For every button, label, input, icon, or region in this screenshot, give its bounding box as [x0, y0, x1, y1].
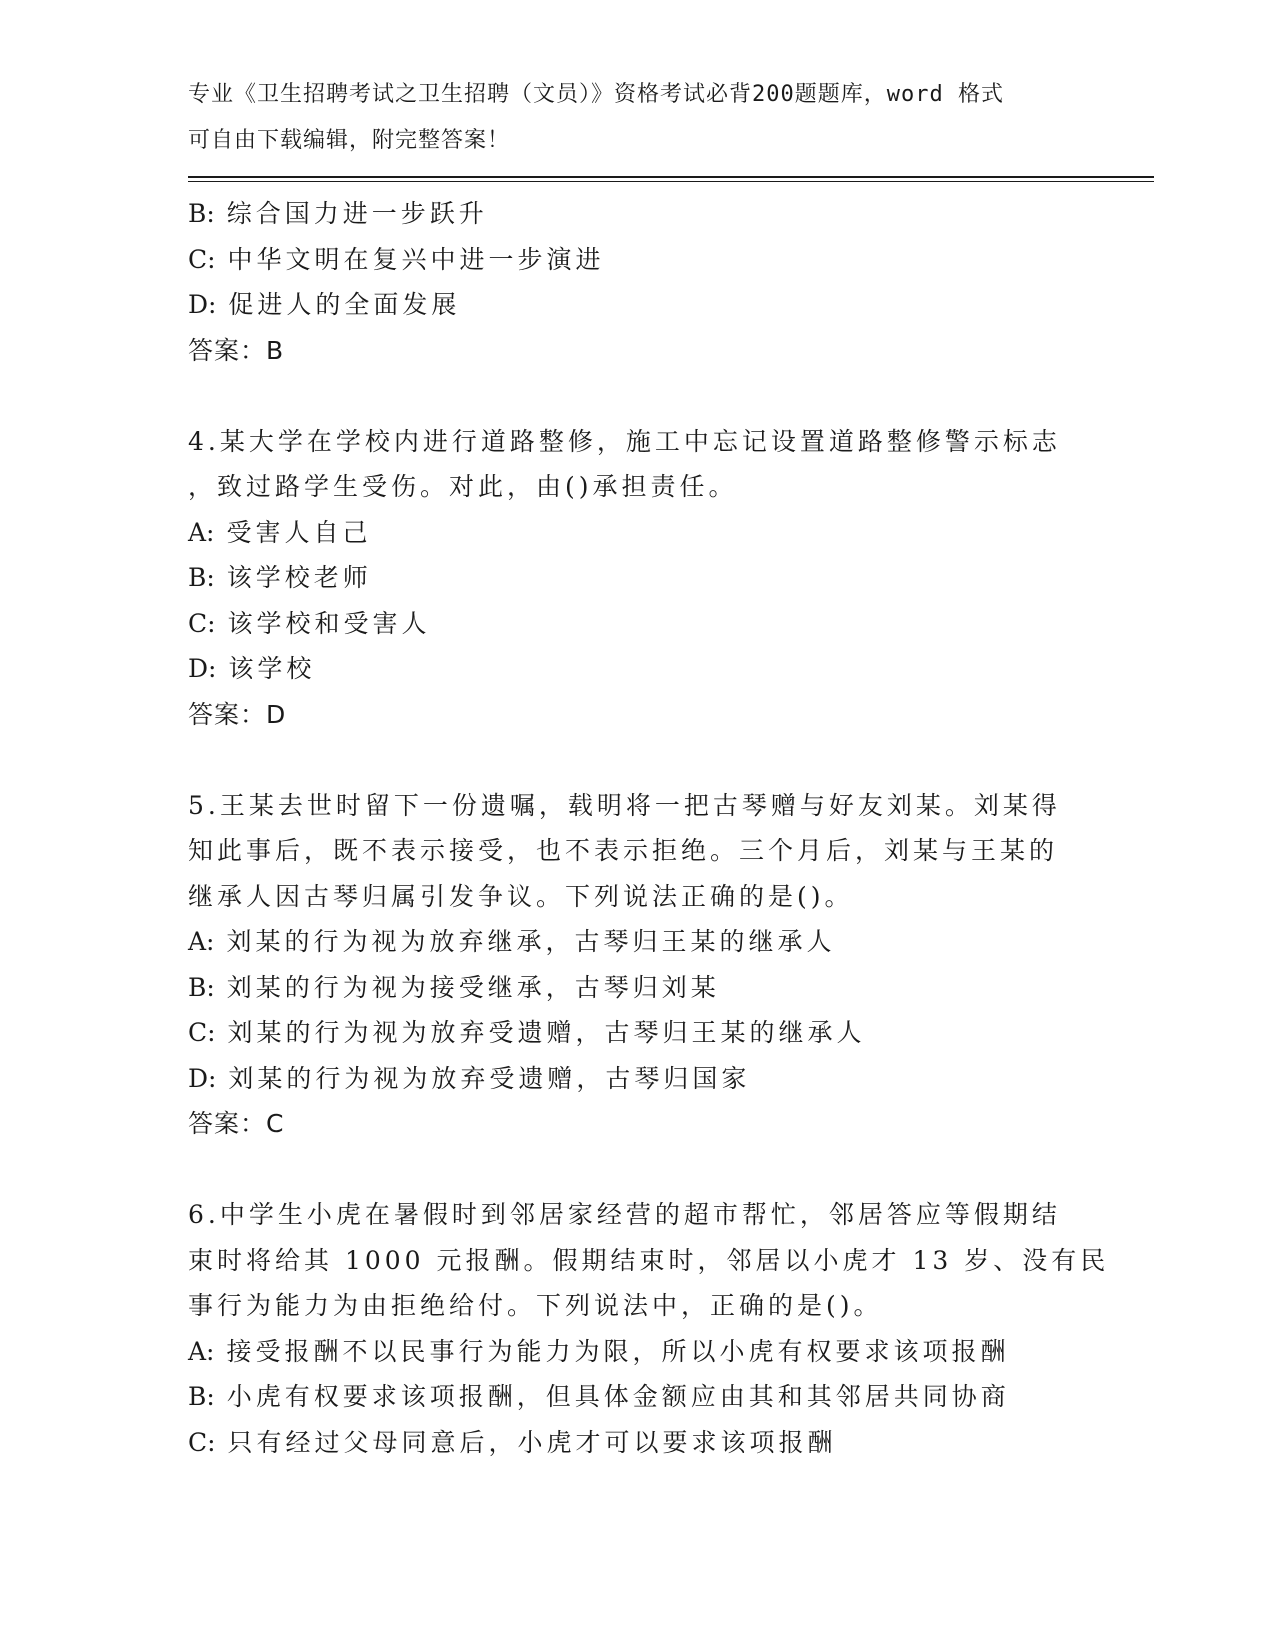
option-c: C: 该学校和受害人 — [188, 608, 431, 638]
option-d: D: 刘某的行为视为放弃受遗赠，古琴归国家 — [188, 1063, 751, 1093]
question-6 — [188, 1192, 1110, 1465]
option-b: B: 小虎有权要求该项报酬，但具体金额应由其和其邻居共同协商 — [188, 1382, 1010, 1411]
question-stem-line: 6.中学生小虎在暑假时到邻居家经营的超市帮忙，邻居答应等假期结 — [188, 1200, 1061, 1229]
option-a: A: 接受报酬不以民事行为能力为限，所以小虎有权要求该项报酬 — [188, 1336, 1010, 1366]
answer: 答案：D — [188, 699, 287, 729]
question-stem-line: 5.王某去世时留下一份遗嘱，载明将一把古琴赠与好友刘某。刘某得 — [188, 790, 1061, 820]
header-line-2: 可自由下载编辑，附完整答案！ — [188, 127, 511, 153]
option-c: C: 中华文明在复兴中进一步演进 — [188, 244, 605, 274]
option-d: D: 该学校 — [188, 654, 316, 683]
option-a: A: 刘某的行为视为放弃继承，古琴归王某的继承人 — [188, 927, 836, 956]
question-5 — [188, 783, 1068, 1147]
question-3-tail — [188, 191, 1068, 373]
option-b: B: 综合国力进一步跃升 — [188, 199, 488, 228]
question-stem-line: 继承人因古琴归属引发争议。下列说法正确的是()。 — [188, 881, 854, 911]
option-c: C: 刘某的行为视为放弃受遗赠，古琴归王某的继承人 — [188, 1018, 866, 1047]
answer: 答案：B — [188, 335, 285, 365]
question-stem-line: ，致过路学生受伤。对此，由()承担责任。 — [188, 472, 738, 501]
document-header — [188, 72, 1088, 163]
question-4 — [188, 419, 1068, 738]
option-d: D: 促进人的全面发展 — [188, 290, 461, 319]
option-b: B: 该学校老师 — [188, 563, 372, 592]
question-list — [188, 191, 1110, 1465]
spacer — [188, 373, 1068, 419]
header-divider-thin — [188, 181, 1154, 182]
question-stem-line: 束时将给其 1000 元报酬。假期结束时，邻居以小虎才 13 岁、没有民 — [188, 1245, 1110, 1275]
question-stem-line: 事行为能力为由拒绝给付。下列说法中，正确的是()。 — [188, 1291, 883, 1320]
spacer — [188, 1147, 1068, 1193]
option-b: B: 刘某的行为视为接受继承，古琴归刘某 — [188, 972, 720, 1002]
header-divider-thick — [188, 176, 1154, 178]
option-a: A: 受害人自己 — [188, 517, 372, 547]
answer: 答案：C — [188, 1109, 285, 1138]
option-c: C: 只有经过父母同意后，小虎才可以要求该项报酬 — [188, 1427, 837, 1457]
question-stem-line: 4.某大学在学校内进行道路整修，施工中忘记设置道路整修警示标志 — [188, 426, 1061, 456]
question-stem-line: 知此事后，既不表示接受，也不表示拒绝。三个月后，刘某与王某的 — [188, 836, 1059, 865]
header-line-1: 专业《卫生招聘考试之卫生招聘（文员）》资格考试必背200题题库，word 格式 — [188, 82, 1004, 107]
spacer — [188, 737, 1068, 783]
